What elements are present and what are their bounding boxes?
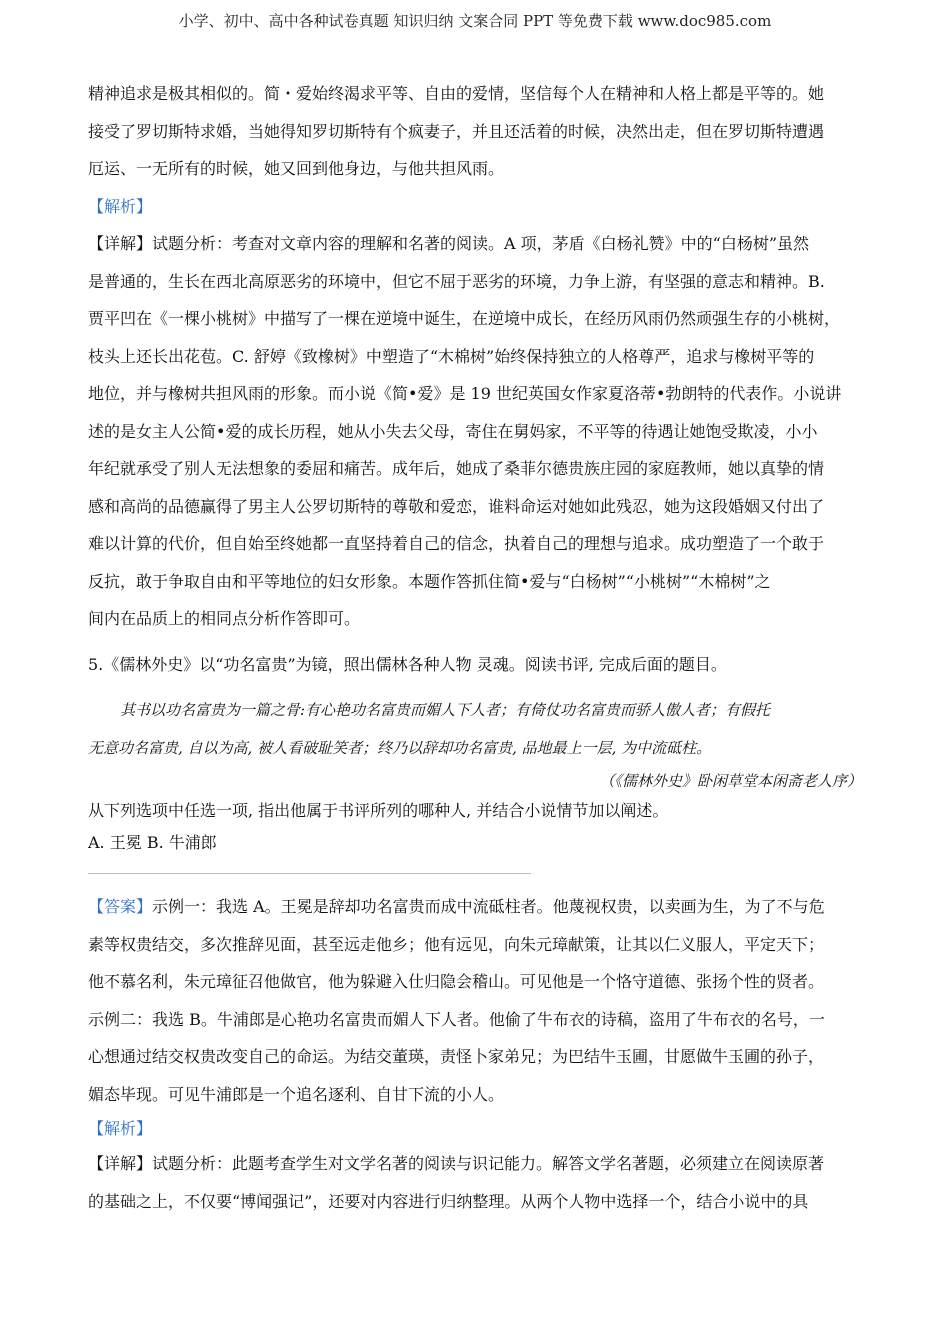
text-line: 的基础之上，不仅要“博闻强记”，还要对内容进行归纳整理。从两个人物中选择一个，结合小说中的具: [88, 1191, 809, 1211]
quote-source: （《儒林外史》卧闲草堂本闲斋老人序）: [599, 772, 862, 790]
text-line: 述的是女主人公简•爱的成长历程，她从小失去父母，寄住在舅妈家，不平等的待遇让她饱受欺凌，小小: [88, 421, 818, 441]
text-line: 厄运、一无所有的时候，她又回到他身边，与他共担风雨。: [88, 159, 505, 178]
text-line: 贾平凹在《一棵小桃树》中描写了一棵在逆境中诞生，在逆境中成长，在经历风雨仍然顽强生存的小桃树，: [88, 309, 841, 328]
text-line: 难以计算的代价，但自始至终她都一直坚持着自己的信念，执着自己的理想与追求。成功塑造了一个敢于: [88, 534, 825, 553]
text-line: 年纪就承受了别人无法想象的委屈和痛苦。成年后，她成了桑菲尔德贵族庄园的家庭教师，她以真挚的情: [88, 459, 825, 478]
divider: [88, 873, 531, 874]
detail-tag: 【详解】: [88, 1154, 153, 1173]
analysis-tag: 【解析】: [88, 196, 153, 216]
text-line: 接受了罗切斯特求婚，当她得知罗切斯特有个疯妻子，并且还活着的时候，决然出走，但在罗切斯特遭遇: [88, 121, 825, 141]
question-prompt: 从下列选项中任选一项, 指出他属于书评所列的哪种人, 并结合小说情节加以阐述。: [88, 801, 669, 820]
section1-paragraph: [88, 75, 868, 188]
text-line: 素等权贵结交，多次推辞见面，甚至远走他乡；他有远见，向朱元璋献策，让其以仁义服人，平定天下；: [88, 934, 825, 954]
question-options: A. 王冕 B. 牛浦郎: [88, 833, 217, 852]
text-line: 感和高尚的品德赢得了男主人公罗切斯特的尊敬和爱恋，谁料命运对她如此残忍，她为这段婚姻又付出了: [88, 496, 825, 516]
text-line: 是普通的，生长在西北高原恶劣的环境中，但它不屈于恶劣的环境，力争上游，有坚强的意志和精神。B.: [88, 271, 825, 291]
text-line: 心想通过结交权贵改变自己的命运。为结交董瑛，责怪卜家弟兄；为巴结牛玉圃，甘愿做牛玉圃的孙子，: [88, 1047, 825, 1066]
quote-line: 无意功名富贵, 自以为高, 被人看破耻笑者；终乃以辞却功名富贵, 品地最上一层, 为中流砥柱。: [88, 739, 712, 757]
answer5-detail: [88, 1145, 868, 1220]
question-title: 5.《儒林外史》以“功名富贵”为镜，照出儒林各种人物 灵魂。阅读书评, 完成后面的题目。: [88, 654, 727, 674]
quote-line: 其书以功名富贵为一篇之骨:有心艳功名富贵而媚人下人者；有倚仗功名富贵而骄人傲人者；有假托: [120, 701, 771, 719]
page-header: 小学、初中、高中各种试卷真题 知识归纳 文案合同 PPT 等免费下载 www.doc985.com: [178, 12, 772, 30]
section1-detail: [88, 225, 868, 638]
text-line: 间内在品质上的相同点分析作答即可。: [88, 609, 361, 628]
text-line: 精神追求是极其相似的。简・爱始终渴求平等、自由的爱情，坚信每个人在精神和人格上都是平等的。她: [88, 84, 825, 103]
book-review-quote: [88, 691, 868, 795]
answer-tag: 【答案】: [88, 897, 153, 916]
document-body: [88, 75, 868, 1220]
text-line: 枝头上还长出花苞。C. 舒婷《致橡树》中塑造了“木棉树”始终保持独立的人格尊严，追求与橡树平等的: [88, 346, 815, 366]
text-line: 地位，并与橡树共担风雨的形象。而小说《简•爱》是 19 世纪英国女作家夏洛蒂•勃朗特的代表作。小说讲: [88, 384, 842, 403]
text-line: 他不慕名利，朱元璋征召他做官，他为躲避入仕归隐会稽山。可见他是一个恪守道德、张扬个性的贤者。: [88, 972, 825, 991]
text-line: 媚态毕现。可见牛浦郎是一个追名逐利、自甘下流的小人。: [88, 1084, 505, 1104]
text-line: 示例二：我选 B。牛浦郎是心艳功名富贵而媚人下人者。他偷了牛布衣的诗稿，盗用了牛布衣的名号，一: [88, 1009, 825, 1029]
text-line: 反抗，敢于争取自由和平等地位的妇女形象。本题作答抓住简•爱与“白杨树”“小桃树”“木棉树”之: [88, 571, 771, 591]
text-line: 试题分析：此题考查学生对文学名著的阅读与识记能力。解答文学名著题，必须建立在阅读原著: [152, 1154, 825, 1173]
text-line: 示例一：我选 A。王冕是辞却功名富贵而成中流砥柱者。他蔑视权贵，以卖画为生，为了不与危: [152, 897, 825, 916]
answer-block: [88, 888, 868, 1113]
analysis-tag: 【解析】: [88, 1119, 153, 1138]
text-line: 试题分析：考查对文章内容的理解和名著的阅读。A 项，茅盾《白杨礼赞》中的“白杨树”虽然: [152, 234, 810, 253]
detail-tag: 【详解】: [88, 234, 153, 253]
